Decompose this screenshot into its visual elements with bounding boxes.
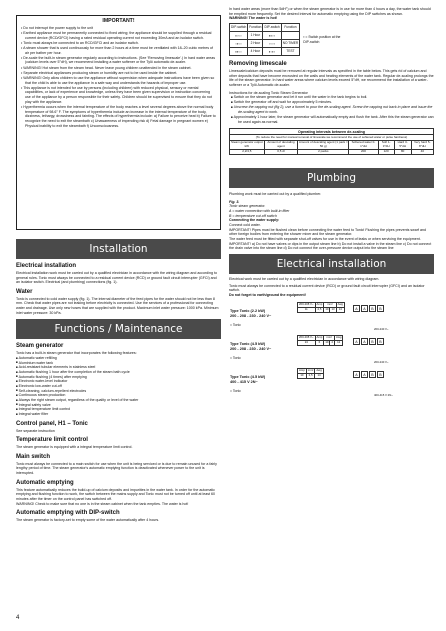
op-cell: 2 packs	[298, 149, 349, 154]
plumbing-band: Plumbing	[229, 168, 434, 188]
important-list	[21, 26, 216, 129]
wiring-cell: 2	[331, 340, 333, 344]
important-item: • Tonic must always be connected to an RCD/GFCI and an isolator switch.	[21, 41, 216, 46]
electrical-heading: Electrical installation	[16, 263, 77, 269]
op-header: Soft 1-3°dH	[378, 140, 394, 149]
important-item: • Separate electrical appliances producing steam or humidity are not to be used inside the cabinet.	[21, 71, 216, 76]
wiring-header: mm²	[324, 302, 336, 307]
dip-function: NO TIMER	[281, 40, 300, 48]
wiring-cell: 12	[335, 340, 343, 345]
wiring-cell: 13	[331, 307, 335, 311]
wiring-type: Type Tonic (4.5 kW)	[230, 374, 266, 379]
plumbing-fig: Fig. 3.	[229, 199, 240, 204]
wiring-cell: 2,5	[306, 373, 315, 378]
important-title: IMPORTANT!	[102, 18, 135, 24]
dip-header: Function	[248, 24, 263, 32]
dip-header: DIP-switch	[263, 24, 281, 32]
limescale-text: Limescale/calcium deposits must be removed at regular intervals as specified in the table below. This gets rid of calcium and other deposits that have become encrusted on the walls and heating elements of the water tank. Regular de-scaling prolongs the life of the steam generator. In hard water areas where calcium levels exceed 5°dH, we recommend the installation of a water-softener or a Tylö Automatic de-scaler.	[229, 68, 434, 87]
temp-limit-text: The steam generator is equipped with a integral temperature limit control.	[16, 445, 133, 450]
elec2-text: Electrical work must be carried out by a qualified electrician in accordance with wiring diagram.	[229, 277, 380, 282]
op-header: Amount of descaling agent	[264, 140, 298, 149]
dip-switch-icon: ▫▫▫▫	[263, 40, 281, 48]
wiring-type: Type Tonic (2.2 kW)	[230, 308, 266, 313]
page-number: 4	[16, 615, 20, 621]
wiring-header: 200-208 V~	[299, 302, 314, 306]
wiring-diagram	[229, 334, 434, 364]
terminal-block	[353, 371, 384, 378]
main-switch-text: Tonic must always be connected to a main switch for use when the unit is being serviced or is due to remain unused for a fairly lengthy period of time. The steam generator's automatic emptying function is deactivated whenever power to the unit is interrupted.	[16, 461, 217, 476]
terminal: A	[361, 305, 368, 312]
elec2-text2: Tonic must always be connected to a residual current device (RCD) or ground fault circuit interrupter (GFCI) and an isolator switch.	[229, 283, 425, 293]
wiring-header: Awg	[336, 335, 342, 339]
wiring-header: Awg	[316, 368, 322, 372]
wiring-voltage: 400 - 415 V 2N~	[230, 379, 258, 384]
descale-interval-table	[229, 128, 434, 155]
op-subtitle: (To reduce the need for manual removal of limescale we recommend the use of softened water or pulse hardness)	[230, 135, 434, 140]
terminal: B	[369, 338, 376, 345]
important-item: • This appliance is not intended for use by persons (including children) with reduced physical, sensory or mental capabilities, or lack of experience and knowledge, unless they have been given supervision or instruction concerning use of the appliance by a person responsible for their safety. Children should be supervised to ensure that they do not play with the appliance.	[21, 86, 216, 105]
auto-dip-text: The steam generator is factory-set to empty some of the water automatically after 4 hours.	[16, 518, 160, 523]
features-list	[16, 356, 221, 417]
dip-header: Function	[281, 24, 300, 32]
wiring-header: mm²	[307, 368, 314, 372]
op-header: Hard 3-5°dH	[394, 140, 411, 149]
wiring-table	[297, 335, 343, 346]
temp-limit-heading: Temperature limit control	[16, 437, 88, 444]
electrical-text: Electrical installation work must be carried out by a qualified electrician in accordance with the wiring diagram and according to general rules. Tonic must always be connected to a residual current device (RCD) or ground fault circuit interrupter (GFCI) and an isolator switch. Electrical (and plumbing) connections (fig. 1).	[16, 270, 217, 285]
wiring-diagram	[229, 301, 434, 331]
water-text: Tonic is connected to cold water supply (fig. 1). The internal diameter of the feed pipes for the water should not be less than 8 mm. Check that water pipes are not leaking before electricity is connected. Use the services of a professional for connecting water and drainage. Use only new hoses that are supplied with the product. Maximum inlet water pressure: 1000 kPa. Minimum inlet water pressure: 30 kPa.	[16, 296, 219, 315]
tonic-label: = Tonic	[230, 355, 241, 360]
control-panel-heading: Control panel, H1 – Tonic	[16, 420, 88, 427]
auto-empty-text: This feature automatically reduces the build-up of calcium deposits and impurities in the water tank. In order for the automatic emptying and flushing function to work, the switch between the mains supply and Tonic must not be turned off until at least 60 minutes after the timer on the control panel has switched off.	[16, 487, 216, 502]
wiring-label	[230, 375, 265, 385]
plumbing-fig-sub: Tonic steam generator.	[229, 204, 266, 209]
op-header: Steam generator output kW	[231, 140, 263, 148]
terminal: B	[377, 305, 384, 312]
switch-position-icon: ▪	[303, 35, 305, 40]
important-item: • A steam shower that is used continuously for more than 2 hours at a time must be ventilated with 18–20 cubic metres of air per bather per hour.	[21, 46, 216, 55]
terminal: B	[377, 338, 384, 345]
right-column	[229, 0, 434, 400]
dip-function	[281, 32, 300, 40]
feature-item: ■ Always the right steam output, regardless of the quality or level of the water	[16, 398, 221, 403]
wiring-header: Amp	[316, 335, 323, 339]
terminal-block	[353, 338, 384, 345]
terminal: A	[361, 338, 368, 345]
important-item: • WARNING! Only allow children to use the appliance without supervision when adequate instructions have been given so that the child is able to use the appliance in a safe way and understands the hazards of improper use.	[21, 76, 216, 85]
important-item: • WARNING! Hot steam from the steam head. Never leave young children unattended in the steam cabinet.	[21, 66, 216, 71]
important-item: • Do not interrupt the power supply to the unit	[21, 26, 216, 31]
wiring-cell: 10	[298, 373, 307, 378]
important-item: • Earthed appliance must be permanently connected to fixed wiring; the appliance should be supplied through a residual current device (RCD/GFCI) having a rated residual operating current not exceeding 30mA and an isolator switch.	[21, 31, 216, 40]
limescale-instr-intro: Instructions for de-scaling Tonic Steam Generator	[229, 90, 308, 95]
plumbing-important2: IMPORTANT! a) Do not have valves or dips in the output steam line b) Do not install a valve in the steam line c) Do not connect the drain valve into the steam line d) Do not connect the over-pressure device output into the steam line	[229, 241, 432, 251]
dip-switch-icon: ▪▪▫▫	[263, 32, 281, 40]
op-cell: 80	[394, 149, 411, 154]
steam-generator-intro: Tonic has a built-in steam generator that incorporates the following features:	[16, 351, 137, 356]
wiring-cell: 10	[325, 307, 329, 311]
wiring-diagrams	[229, 301, 434, 397]
op-cell: 2,2/4,5	[230, 149, 265, 154]
wiring-table	[297, 302, 345, 313]
supply-voltage: 400-415 V 2N~	[374, 392, 393, 397]
feature-item: ■ Automatic water refilling	[16, 356, 221, 361]
op-header: Amount of descaling agent (1 pack = 50 g)	[298, 140, 348, 148]
terminal: A	[353, 371, 360, 378]
terminal-block	[353, 305, 384, 312]
water-heading: Water	[16, 288, 33, 295]
dip-switch-icon: ▪▪▫▫	[230, 48, 248, 56]
electrical-band: Electrical installation	[229, 254, 434, 274]
important-item: • De-scale the built-in steam generator regularly according to instructions. (See 'Removing limescale'.) In hard water areas (calcium levels over 5°dH), we recommend installing a water softener or the Tylö automatic de-scaler.	[21, 56, 216, 65]
wiring-type: Type Tonic (4.5 kW)	[230, 341, 266, 346]
plumbing-text2: The water feed must be fitted with separate shut-off valves for use in the event of leaks or when servicing the equipment.	[229, 237, 421, 242]
control-panel-text: See separate instruction	[16, 428, 55, 433]
wiring-cell: 11	[298, 307, 316, 312]
dip-switch-area	[229, 23, 434, 56]
feature-item: ■ Integral temperature limit control	[16, 407, 221, 412]
elec2-warning: Do not forget to earth/ground the equipment!	[229, 293, 306, 298]
wiring-cell: 14	[336, 307, 344, 312]
steam-generator-heading: Steam generator	[16, 343, 64, 350]
op-cell: 200	[349, 149, 378, 154]
feature-item: ■ Continuous steam production	[16, 393, 221, 398]
hard-water-warning: WARNING! The water is hot!	[229, 16, 278, 21]
feature-item: ■ Automatic flushing 1 hour after the completion of the steam bath cycle	[16, 370, 221, 375]
wiring-cell: 10	[325, 340, 329, 344]
wiring-diagram	[229, 367, 434, 397]
auto-empty-heading: Automatic emptying	[16, 479, 74, 486]
wiring-table	[297, 368, 324, 379]
feature-item: ■ Electronic water-level indicator	[16, 379, 221, 384]
main-switch-heading: Main switch	[16, 453, 51, 460]
wiring-header: Awg	[337, 302, 343, 306]
plumbing-intro: Plumbing work must be carried out by a qualified plumber.	[229, 192, 322, 197]
descale-step: ■ Approximately 1 hour later, the steam generator will automatically empty and flush the tank. After this the steam generator can be used again as normal.	[229, 115, 434, 125]
feature-item: ■ Integral water filter	[16, 412, 221, 417]
feature-item: ■ Integral safety valve	[16, 403, 221, 408]
plumbing-b: B = temperature cut-off switch	[229, 213, 277, 218]
wiring-cell: 6	[315, 340, 324, 345]
dip-function: TEST	[281, 48, 300, 56]
terminal: A	[353, 338, 360, 345]
dip-note	[303, 35, 341, 44]
plumbing-conn-head: Connecting the water supply:	[229, 218, 280, 223]
terminal: B	[369, 305, 376, 312]
op-cell: 40	[411, 149, 433, 154]
feature-item: ■ Acid-resistant tubular elements in stainless steel	[16, 365, 221, 370]
op-header: Very hard 5-8°dH	[411, 140, 433, 149]
functions-band: Functions / Maintenance	[16, 319, 221, 339]
descale-step: ■ Switch the generator off and wait for approximately 5 minutes.	[229, 100, 434, 105]
feature-item: ■ Self-cleaning, calcium-repellent electrodes	[16, 389, 221, 394]
wiring-voltage: 200 - 208 - 230 - 240 V~	[230, 346, 272, 351]
dip-function: 2 Hour	[248, 40, 263, 48]
descale-steps	[229, 95, 434, 124]
op-header: Softened water 0-1°dH	[349, 140, 378, 149]
left-column	[16, 0, 221, 523]
wiring-header: Amp	[316, 302, 323, 306]
wiring-label	[230, 309, 271, 319]
dip-function: 4 Hour	[248, 48, 263, 56]
feature-item: ■ Automatic flushing (4 times) after emptying	[16, 375, 221, 380]
plumbing-a: A = water connection with built-in filter	[229, 209, 290, 214]
terminal: A	[361, 371, 368, 378]
wiring-voltage: 200 - 208 - 230 - 240 V~	[230, 313, 272, 318]
op-cell: 120	[378, 149, 394, 154]
wiring-header: mm²	[324, 335, 335, 340]
important-box	[16, 15, 221, 230]
plumbing-conn-text: Connect cold water.	[229, 223, 261, 228]
auto-dip-heading: Automatic emptying with DIP-switch	[16, 510, 120, 517]
descale-step: ■ Switch on the steam generator and let it run until the water in the tank begins to boil.	[229, 95, 434, 100]
dip-switch-icon: ▫▪▫▫	[230, 40, 248, 48]
dip-header: DIP-switch	[230, 24, 248, 32]
tonic-label: = Tonic	[230, 322, 241, 327]
dip-switch-table	[229, 23, 300, 56]
auto-empty-warning: WARNING! Check to make sure that no one is in the steam cabinet when the tank empties. The water is hot!	[16, 501, 189, 506]
dip-switch-icon: ▪▫▫▫	[230, 32, 248, 40]
wiring-header: 200-208 V~	[299, 335, 314, 339]
important-item: • Hyperthermia occurs when the internal temperature of the body reaches a level several degrees above the normal body temperature of 98.6° F. The symptoms of hyperthermia include an increase in the internal temperature of the body, dizziness, lethargy, drowsiness and fainting. The effects of hyperthermia include: a) Failure to perceive heat b) Failure to recognize the need to exit the steambath c) Unawareness of impending risk d) Fetal damage in pregnant women e) Physical inability to exit the steambath f) Unconsciousness.	[21, 105, 216, 128]
op-cell: 0,5 dl	[264, 149, 298, 154]
installation-band: Installation	[16, 239, 221, 259]
terminal: B	[369, 371, 376, 378]
hard-water-text: In hard water areas (more than 5dH°) or when the steam generator is in use for more than 4 hours a day, the water tank should be emptied more frequently. Set the desired interval for automatic emptying using the DIP switches as shown.	[229, 7, 431, 16]
op-title: Operating intervals between de-scaling	[230, 129, 434, 135]
feature-item: ■ Aluminium water tank	[16, 361, 221, 366]
terminal: A	[353, 305, 360, 312]
limescale-heading: Removing limescale	[229, 61, 287, 68]
dip-switch-icon: ▪▫▪▫	[263, 48, 281, 56]
wiring-cell: 24	[298, 340, 316, 345]
dip-function: 1 Hour	[248, 32, 263, 40]
terminal: B	[377, 371, 384, 378]
feature-item: ■ Electronic low-water cut-off	[16, 384, 221, 389]
descale-step: ■ Unscrew the capping nut (fig 2), use a funnel to pour the de-scaling agent. Screw the capping nut back in place and issue the de-scaling agent to work.	[229, 105, 434, 115]
supply-voltage: 200-240 V~	[374, 359, 389, 364]
dip-note-text: = Switch position at the DIP-switch	[303, 35, 341, 44]
plumbing-important: IMPORTANT! Pipes must be flushed clean before connecting the water feed to Tonic! Flushing the pipes prevents swarf and other foreign bodies from entering the shower mixer and the steam generator.	[229, 227, 426, 237]
supply-voltage: 200-240 V~	[374, 326, 389, 331]
wiring-cell: 14	[315, 373, 323, 378]
wiring-label	[230, 342, 271, 352]
wiring-header: Amp	[299, 368, 305, 372]
wiring-cell: 2,5	[315, 307, 324, 312]
tonic-label: = Tonic	[230, 388, 241, 393]
